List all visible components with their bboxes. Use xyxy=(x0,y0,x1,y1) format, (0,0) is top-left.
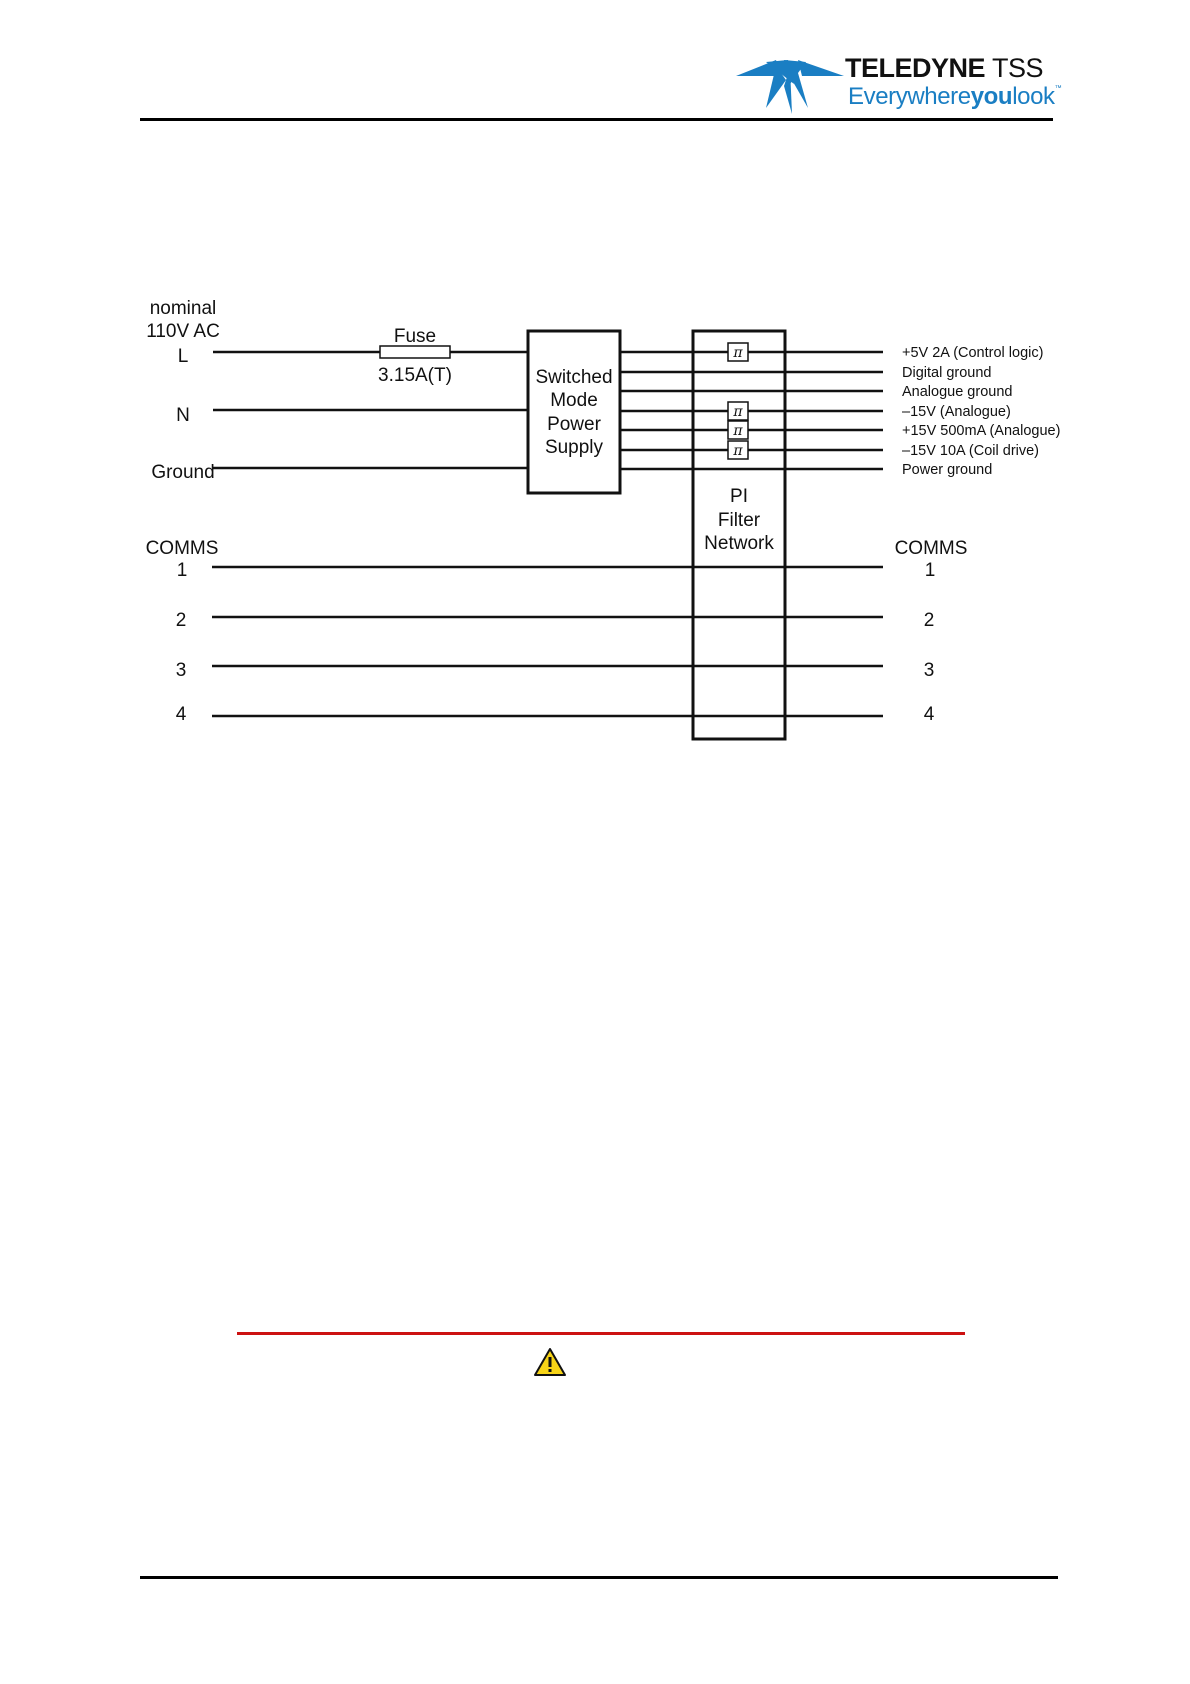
input-title-line2: 110V AC xyxy=(146,321,220,342)
output-label: –15V 10A (Coil drive) xyxy=(902,443,1040,459)
comms-left-3: 3 xyxy=(175,660,187,681)
comms-right-2: 2 xyxy=(923,610,935,631)
psu-label-line3: Power xyxy=(547,414,601,435)
brand-name: TELEDYNE TSS xyxy=(845,53,1044,83)
warning-triangle-icon xyxy=(533,1347,567,1377)
live-label: L xyxy=(177,346,189,367)
output-label: Analogue ground xyxy=(902,384,1013,400)
pi-symbol: π xyxy=(733,443,743,459)
wiring-diagram xyxy=(0,0,1190,800)
filter-label-line2: Filter xyxy=(717,510,761,531)
pi-symbol: π xyxy=(733,423,743,439)
psu-label-line1: Switched xyxy=(535,367,613,388)
fuse-rating: 3.15A(T) xyxy=(378,365,452,386)
brand-tagline: Everywhereyoulook™ xyxy=(848,83,1062,110)
comms-left-1: 1 xyxy=(176,560,188,581)
comms-left-title: COMMS xyxy=(145,538,219,559)
comms-right-4: 4 xyxy=(923,704,935,725)
output-label: Digital ground xyxy=(902,365,992,381)
comms-right-title: COMMS xyxy=(894,538,968,559)
output-label: +15V 500mA (Analogue) xyxy=(902,423,1061,439)
fuse-symbol xyxy=(380,346,450,358)
ground-label: Ground xyxy=(151,462,215,483)
warning-rule xyxy=(237,1332,965,1335)
comms-right-1: 1 xyxy=(924,560,936,581)
pi-symbol: π xyxy=(733,404,743,420)
psu-label-line4: Supply xyxy=(544,437,604,458)
comms-left-4: 4 xyxy=(175,704,187,725)
output-label: –15V (Analogue) xyxy=(902,404,1011,420)
fuse-label: Fuse xyxy=(393,326,437,347)
neutral-label: N xyxy=(176,405,190,426)
psu-box xyxy=(528,331,620,493)
comms-left-2: 2 xyxy=(175,610,187,631)
psu-label-line2: Mode xyxy=(550,390,598,411)
footer-rule xyxy=(140,1576,1058,1579)
filter-label-line3: Network xyxy=(704,533,774,554)
filter-label-line1: PI xyxy=(730,486,748,507)
comms-right-3: 3 xyxy=(923,660,935,681)
output-label: Power ground xyxy=(902,462,993,478)
pi-symbol: π xyxy=(733,345,743,361)
input-title-line1: nominal xyxy=(149,298,217,319)
output-label: +5V 2A (Control logic) xyxy=(902,345,1044,361)
